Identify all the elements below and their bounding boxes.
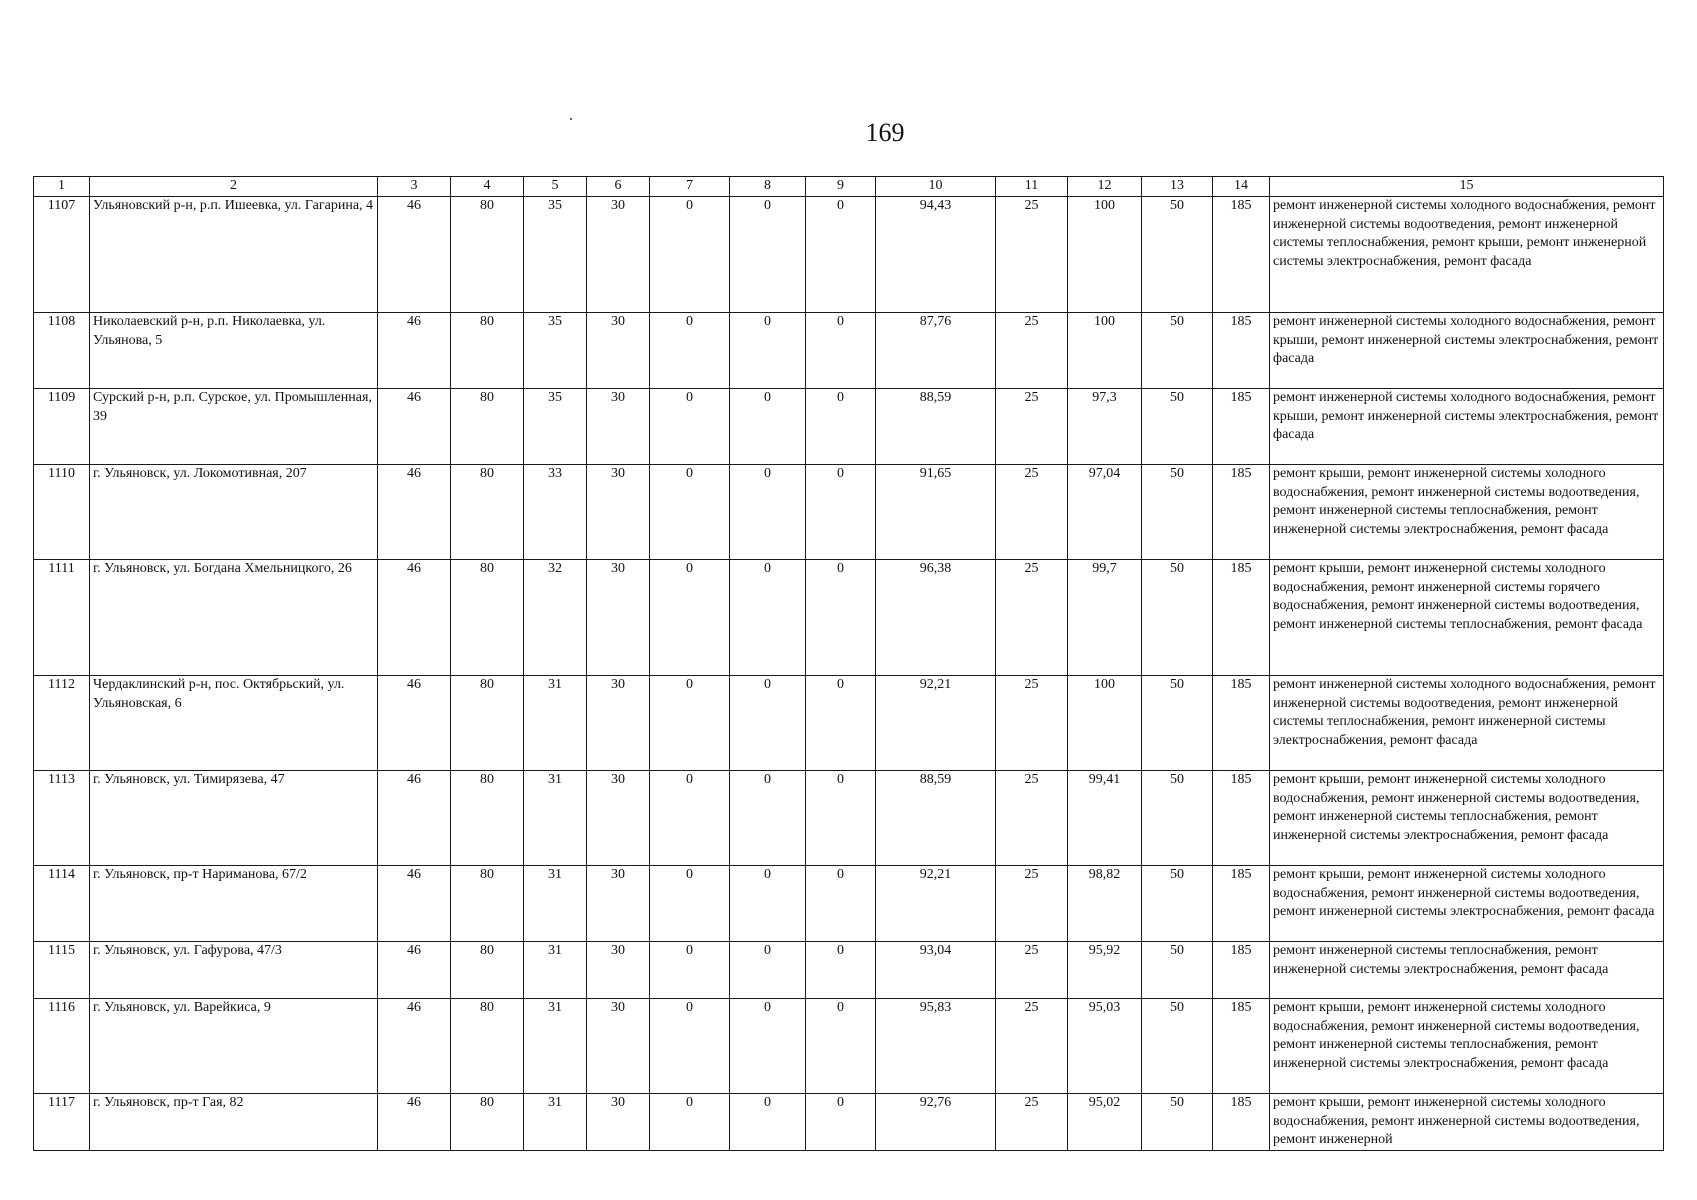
value-cell: 0	[806, 197, 876, 313]
value-cell: 0	[650, 866, 730, 942]
works-cell: ремонт крыши, ремонт инженерной системы холодного водоснабжения, ремонт инженерной системы водоотведения, ремонт инженерной системы электроснабжения, ремонт фасада	[1270, 866, 1664, 942]
value-cell: 95,83	[876, 999, 996, 1094]
value-cell: 0	[806, 1094, 876, 1151]
address-cell: г. Ульяновск, ул. Богдана Хмельницкого, 26	[90, 560, 378, 676]
value-cell: 30	[587, 866, 650, 942]
value-cell: 30	[587, 942, 650, 999]
value-cell: 50	[1142, 676, 1213, 771]
table-row	[34, 1094, 1664, 1151]
col-header: 5	[524, 177, 587, 197]
value-cell: 92,21	[876, 866, 996, 942]
value-cell: 80	[451, 942, 524, 999]
works-cell: ремонт инженерной системы холодного водоснабжения, ремонт инженерной системы водоотведения, ремонт инженерной системы теплоснабжения, ремонт крыши, ремонт инженерной системы электроснабжения, ремонт фасада	[1270, 197, 1664, 313]
row-number-cell: 1107	[34, 197, 90, 313]
value-cell: 0	[806, 999, 876, 1094]
address-cell: г. Ульяновск, ул. Локомотивная, 207	[90, 465, 378, 560]
value-cell: 0	[650, 465, 730, 560]
value-cell: 185	[1213, 942, 1270, 999]
value-cell: 30	[587, 999, 650, 1094]
value-cell: 80	[451, 465, 524, 560]
value-cell: 80	[451, 866, 524, 942]
value-cell: 99,7	[1068, 560, 1142, 676]
value-cell: 33	[524, 465, 587, 560]
housing-repair-table	[33, 176, 1664, 1151]
value-cell: 30	[587, 560, 650, 676]
value-cell: 0	[806, 389, 876, 465]
col-header: 8	[730, 177, 806, 197]
row-number-cell: 1111	[34, 560, 90, 676]
value-cell: 46	[378, 942, 451, 999]
table-row	[34, 771, 1664, 866]
value-cell: 80	[451, 560, 524, 676]
value-cell: 185	[1213, 866, 1270, 942]
value-cell: 46	[378, 866, 451, 942]
value-cell: 80	[451, 771, 524, 866]
value-cell: 25	[996, 197, 1068, 313]
works-cell: ремонт инженерной системы холодного водоснабжения, ремонт крыши, ремонт инженерной системы электроснабжения, ремонт фасада	[1270, 389, 1664, 465]
value-cell: 185	[1213, 313, 1270, 389]
table-row	[34, 197, 1664, 313]
value-cell: 30	[587, 771, 650, 866]
row-number-cell: 1108	[34, 313, 90, 389]
table-row	[34, 999, 1664, 1094]
value-cell: 0	[806, 560, 876, 676]
value-cell: 50	[1142, 197, 1213, 313]
table-row	[34, 465, 1664, 560]
value-cell: 0	[730, 999, 806, 1094]
value-cell: 185	[1213, 771, 1270, 866]
page-number: 169	[865, 118, 905, 147]
address-cell: г. Ульяновск, ул. Варейкиса, 9	[90, 999, 378, 1094]
value-cell: 0	[730, 560, 806, 676]
works-cell: ремонт инженерной системы холодного водоснабжения, ремонт инженерной системы водоотведения, ремонт инженерной системы теплоснабжения, ремонт инженерной системы электроснабжения, ремонт фасада	[1270, 676, 1664, 771]
value-cell: 0	[730, 1094, 806, 1151]
value-cell: 25	[996, 560, 1068, 676]
value-cell: 0	[730, 771, 806, 866]
address-cell: Николаевский р-н, р.п. Николаевка, ул. Ульянова, 5	[90, 313, 378, 389]
row-number-cell: 1112	[34, 676, 90, 771]
row-number-cell: 1117	[34, 1094, 90, 1151]
value-cell: 93,04	[876, 942, 996, 999]
value-cell: 185	[1213, 560, 1270, 676]
value-cell: 0	[650, 197, 730, 313]
table-row	[34, 676, 1664, 771]
value-cell: 0	[730, 866, 806, 942]
value-cell: 31	[524, 942, 587, 999]
value-cell: 25	[996, 942, 1068, 999]
value-cell: 50	[1142, 942, 1213, 999]
col-header: 12	[1068, 177, 1142, 197]
address-cell: Сурский р-н, р.п. Сурское, ул. Промышленная, 39	[90, 389, 378, 465]
value-cell: 31	[524, 1094, 587, 1151]
col-header: 10	[876, 177, 996, 197]
value-cell: 0	[730, 942, 806, 999]
value-cell: 185	[1213, 389, 1270, 465]
value-cell: 25	[996, 465, 1068, 560]
value-cell: 30	[587, 389, 650, 465]
value-cell: 92,76	[876, 1094, 996, 1151]
works-cell: ремонт крыши, ремонт инженерной системы холодного водоснабжения, ремонт инженерной системы водоотведения, ремонт инженерной	[1270, 1094, 1664, 1151]
table-row	[34, 313, 1664, 389]
value-cell: 98,82	[1068, 866, 1142, 942]
value-cell: 80	[451, 197, 524, 313]
value-cell: 35	[524, 313, 587, 389]
value-cell: 80	[451, 313, 524, 389]
value-cell: 30	[587, 197, 650, 313]
value-cell: 0	[730, 197, 806, 313]
value-cell: 30	[587, 676, 650, 771]
value-cell: 100	[1068, 313, 1142, 389]
value-cell: 31	[524, 771, 587, 866]
value-cell: 30	[587, 465, 650, 560]
table-row	[34, 866, 1664, 942]
col-header: 1	[34, 177, 90, 197]
value-cell: 95,92	[1068, 942, 1142, 999]
scan-speck	[570, 118, 572, 120]
value-cell: 88,59	[876, 389, 996, 465]
value-cell: 0	[650, 999, 730, 1094]
col-header: 3	[378, 177, 451, 197]
value-cell: 0	[806, 676, 876, 771]
value-cell: 0	[806, 465, 876, 560]
col-header: 2	[90, 177, 378, 197]
value-cell: 0	[806, 866, 876, 942]
value-cell: 50	[1142, 313, 1213, 389]
value-cell: 35	[524, 389, 587, 465]
row-number-cell: 1115	[34, 942, 90, 999]
col-header: 14	[1213, 177, 1270, 197]
value-cell: 32	[524, 560, 587, 676]
value-cell: 185	[1213, 197, 1270, 313]
value-cell: 100	[1068, 676, 1142, 771]
value-cell: 50	[1142, 999, 1213, 1094]
value-cell: 46	[378, 999, 451, 1094]
value-cell: 0	[650, 771, 730, 866]
value-cell: 88,59	[876, 771, 996, 866]
value-cell: 99,41	[1068, 771, 1142, 866]
value-cell: 87,76	[876, 313, 996, 389]
value-cell: 25	[996, 676, 1068, 771]
value-cell: 46	[378, 465, 451, 560]
value-cell: 0	[650, 560, 730, 676]
row-number-cell: 1109	[34, 389, 90, 465]
value-cell: 50	[1142, 389, 1213, 465]
value-cell: 25	[996, 389, 1068, 465]
value-cell: 185	[1213, 999, 1270, 1094]
works-cell: ремонт крыши, ремонт инженерной системы холодного водоснабжения, ремонт инженерной системы водоотведения, ремонт инженерной системы теплоснабжения, ремонт инженерной системы электроснабжения, ремонт фасада	[1270, 465, 1664, 560]
col-header: 13	[1142, 177, 1213, 197]
value-cell: 31	[524, 999, 587, 1094]
value-cell: 95,02	[1068, 1094, 1142, 1151]
table-row	[34, 942, 1664, 999]
value-cell: 96,38	[876, 560, 996, 676]
value-cell: 46	[378, 389, 451, 465]
table-row	[34, 560, 1664, 676]
value-cell: 50	[1142, 866, 1213, 942]
value-cell: 25	[996, 866, 1068, 942]
value-cell: 97,04	[1068, 465, 1142, 560]
value-cell: 50	[1142, 771, 1213, 866]
value-cell: 35	[524, 197, 587, 313]
value-cell: 94,43	[876, 197, 996, 313]
value-cell: 25	[996, 1094, 1068, 1151]
works-cell: ремонт крыши, ремонт инженерной системы холодного водоснабжения, ремонт инженерной системы водоотведения, ремонт инженерной системы теплоснабжения, ремонт инженерной системы электроснабжения, ремонт фасада	[1270, 771, 1664, 866]
value-cell: 95,03	[1068, 999, 1142, 1094]
address-cell: г. Ульяновск, ул. Тимирязева, 47	[90, 771, 378, 866]
address-cell: Чердаклинский р-н, пос. Октябрьский, ул. Ульяновская, 6	[90, 676, 378, 771]
value-cell: 97,3	[1068, 389, 1142, 465]
value-cell: 46	[378, 197, 451, 313]
row-number-cell: 1113	[34, 771, 90, 866]
value-cell: 80	[451, 389, 524, 465]
value-cell: 0	[650, 942, 730, 999]
value-cell: 25	[996, 999, 1068, 1094]
value-cell: 185	[1213, 1094, 1270, 1151]
works-cell: ремонт инженерной системы холодного водоснабжения, ремонт крыши, ремонт инженерной системы электроснабжения, ремонт фасада	[1270, 313, 1664, 389]
value-cell: 46	[378, 560, 451, 676]
works-cell: ремонт инженерной системы теплоснабжения, ремонт инженерной системы электроснабжения, ремонт фасада	[1270, 942, 1664, 999]
value-cell: 91,65	[876, 465, 996, 560]
address-cell: г. Ульяновск, пр-т Нариманова, 67/2	[90, 866, 378, 942]
value-cell: 46	[378, 771, 451, 866]
value-cell: 25	[996, 313, 1068, 389]
value-cell: 80	[451, 999, 524, 1094]
value-cell: 92,21	[876, 676, 996, 771]
col-header: 11	[996, 177, 1068, 197]
address-cell: г. Ульяновск, пр-т Гая, 82	[90, 1094, 378, 1151]
col-header: 9	[806, 177, 876, 197]
col-header: 15	[1270, 177, 1664, 197]
value-cell: 46	[378, 676, 451, 771]
value-cell: 0	[730, 389, 806, 465]
table-row	[34, 389, 1664, 465]
value-cell: 46	[378, 313, 451, 389]
value-cell: 30	[587, 1094, 650, 1151]
value-cell: 0	[806, 942, 876, 999]
value-cell: 25	[996, 771, 1068, 866]
value-cell: 100	[1068, 197, 1142, 313]
value-cell: 0	[730, 313, 806, 389]
works-cell: ремонт крыши, ремонт инженерной системы холодного водоснабжения, ремонт инженерной системы водоотведения, ремонт инженерной системы теплоснабжения, ремонт инженерной системы электроснабжения, ремонт фасада	[1270, 999, 1664, 1094]
col-header: 7	[650, 177, 730, 197]
value-cell: 185	[1213, 676, 1270, 771]
value-cell: 0	[806, 313, 876, 389]
address-cell: г. Ульяновск, ул. Гафурова, 47/3	[90, 942, 378, 999]
value-cell: 50	[1142, 560, 1213, 676]
value-cell: 50	[1142, 1094, 1213, 1151]
row-number-cell: 1116	[34, 999, 90, 1094]
value-cell: 80	[451, 1094, 524, 1151]
value-cell: 0	[730, 465, 806, 560]
value-cell: 0	[730, 676, 806, 771]
row-number-cell: 1110	[34, 465, 90, 560]
value-cell: 185	[1213, 465, 1270, 560]
value-cell: 0	[650, 676, 730, 771]
value-cell: 0	[650, 389, 730, 465]
value-cell: 0	[650, 313, 730, 389]
value-cell: 80	[451, 676, 524, 771]
value-cell: 0	[806, 771, 876, 866]
value-cell: 46	[378, 1094, 451, 1151]
works-cell: ремонт крыши, ремонт инженерной системы холодного водоснабжения, ремонт инженерной системы горячего водоснабжения, ремонт инженерной системы водоотведения, ремонт инженерной системы теплоснабжения, ремонт фасада	[1270, 560, 1664, 676]
value-cell: 31	[524, 676, 587, 771]
value-cell: 31	[524, 866, 587, 942]
address-cell: Ульяновский р-н, р.п. Ишеевка, ул. Гагарина, 4	[90, 197, 378, 313]
value-cell: 0	[650, 1094, 730, 1151]
value-cell: 30	[587, 313, 650, 389]
value-cell: 50	[1142, 465, 1213, 560]
header-row	[34, 177, 1664, 197]
col-header: 6	[587, 177, 650, 197]
row-number-cell: 1114	[34, 866, 90, 942]
col-header: 4	[451, 177, 524, 197]
